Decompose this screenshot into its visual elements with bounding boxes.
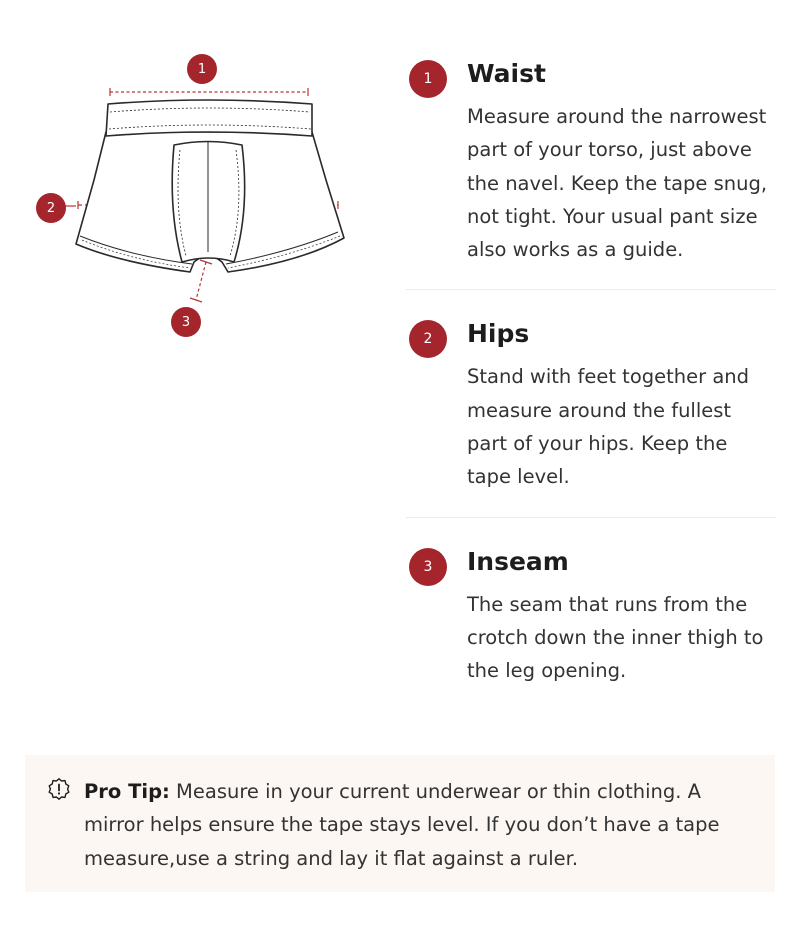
step-number-badge: 2 bbox=[409, 320, 447, 358]
step-description: The seam that runs from the crotch down the inner thigh to the leg opening. bbox=[467, 592, 764, 683]
waist-measure-line bbox=[110, 88, 308, 96]
step-hips bbox=[406, 314, 776, 493]
step-title: Waist bbox=[467, 59, 546, 88]
inseam-measure-line bbox=[190, 260, 212, 302]
measurement-diagram bbox=[0, 0, 400, 360]
step-number-badge: 3 bbox=[409, 548, 447, 586]
step-title: Hips bbox=[467, 319, 530, 349]
measurement-steps bbox=[406, 54, 776, 688]
step-description: Stand with feet together and measure around the fullest part of your hips. Keep the tape level. bbox=[467, 365, 750, 489]
pro-tip-text: Measure in your current underwear or thin clothing. A mirror helps ensure the tape stays level. If you don’t have a tape measure,use a string and lay it flat against a ruler. bbox=[84, 780, 720, 870]
step-description: Measure around the narrowest part of your torso, just above the navel. Keep the tape snug, not tight. Your usual pant size also works as a guide. bbox=[467, 105, 768, 262]
pro-tip-label: Pro Tip: bbox=[84, 780, 170, 803]
pro-tip-box bbox=[25, 755, 775, 892]
divider bbox=[406, 289, 776, 290]
waist-marker: 1 bbox=[187, 54, 217, 84]
step-title: Inseam bbox=[467, 546, 569, 576]
step-inseam bbox=[406, 542, 776, 688]
garment-outline bbox=[76, 100, 344, 272]
hips-marker: 2 bbox=[36, 193, 66, 223]
divider bbox=[406, 517, 776, 518]
inseam-marker: 3 bbox=[171, 307, 201, 337]
step-waist bbox=[406, 54, 776, 266]
info-badge-icon bbox=[47, 777, 71, 801]
step-number-badge: 1 bbox=[409, 60, 447, 98]
